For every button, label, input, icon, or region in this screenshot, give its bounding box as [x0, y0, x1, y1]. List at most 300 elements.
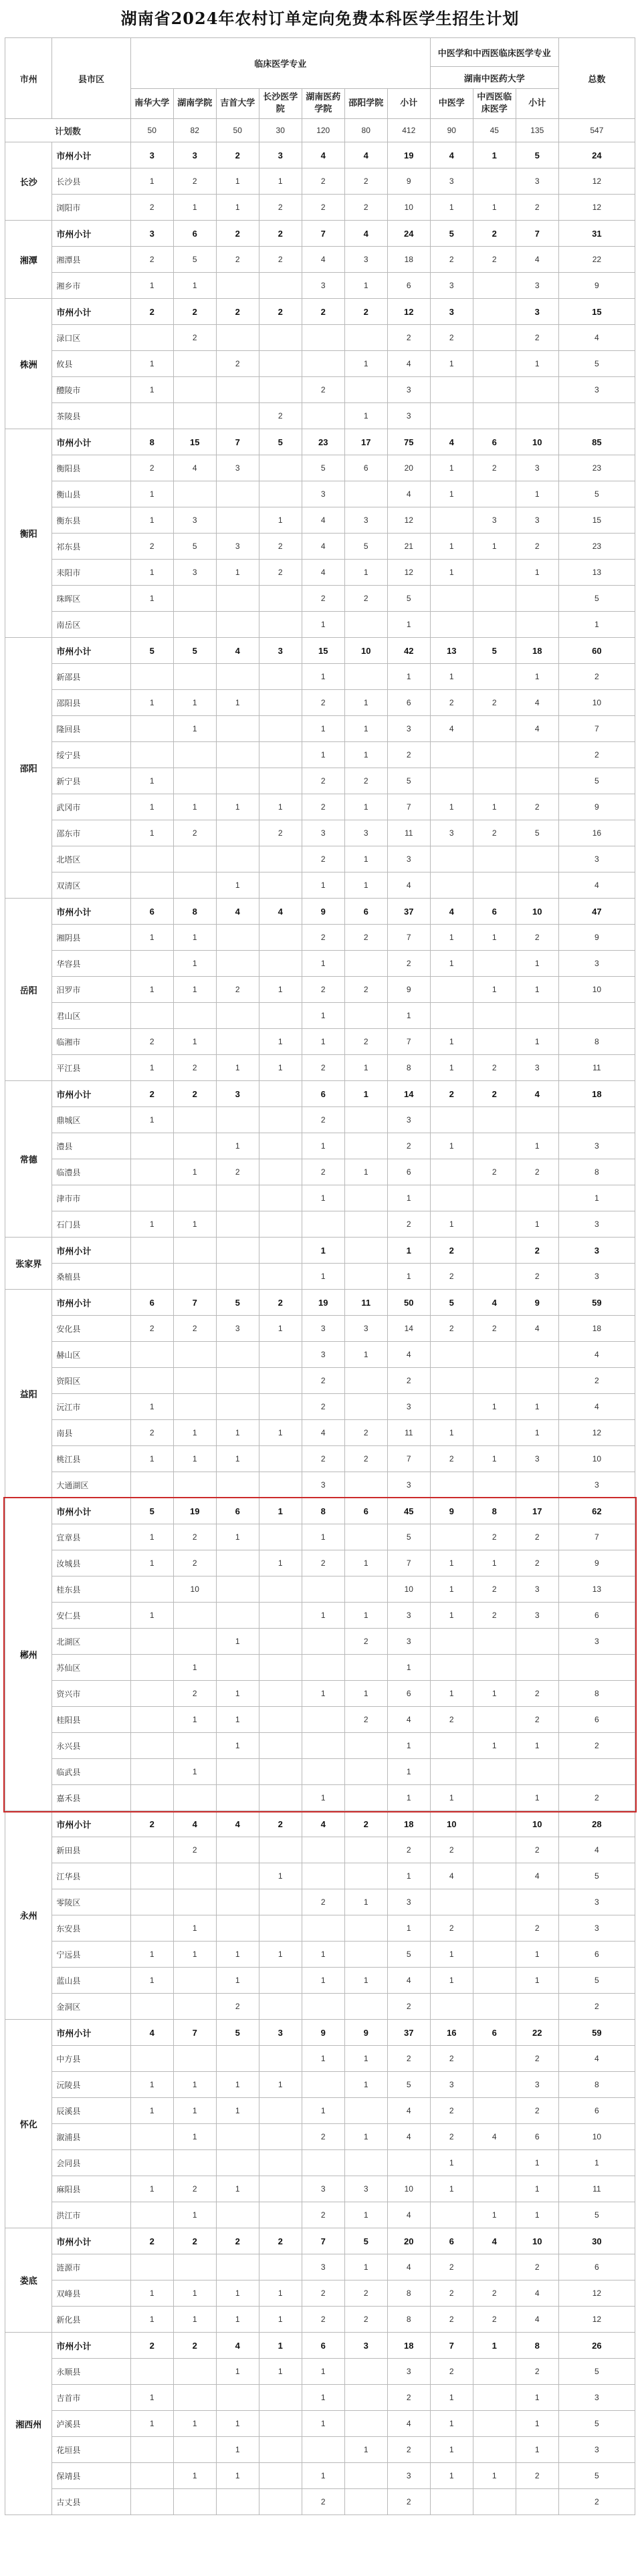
value-cell: 4 [558, 325, 635, 351]
value-cell [259, 2202, 302, 2228]
county-name: 浏阳市 [52, 195, 130, 221]
value-cell: 8 [173, 899, 216, 925]
value-cell: 1 [516, 664, 558, 690]
value-cell: 9 [387, 977, 430, 1003]
county-name: 沅江市 [52, 1394, 130, 1420]
value-cell: 13 [558, 1576, 635, 1603]
value-cell: 5 [558, 351, 635, 377]
value-cell [259, 1994, 302, 2020]
value-cell: 3 [130, 221, 173, 247]
value-cell: 1 [302, 664, 344, 690]
value-cell: 3 [344, 2176, 387, 2202]
value-cell: 1 [216, 2411, 259, 2437]
value-cell: 1 [130, 1107, 173, 1133]
value-cell: 2 [130, 1316, 173, 1342]
value-cell: 2 [387, 1133, 430, 1159]
header-city: 市州 [5, 38, 52, 119]
county-name: 市州小计 [52, 899, 130, 925]
value-cell [173, 1264, 216, 1290]
value-cell: 30 [558, 2228, 635, 2254]
value-cell: 4 [558, 1837, 635, 1863]
value-cell: 1 [344, 1968, 387, 1994]
value-cell: 3 [473, 507, 516, 534]
value-cell: 4 [430, 899, 473, 925]
value-cell: 12 [558, 1420, 635, 1446]
value-cell: 6 [558, 1603, 635, 1629]
plan-value: 82 [173, 119, 216, 142]
value-cell: 2 [344, 195, 387, 221]
value-cell: 60 [558, 638, 635, 664]
value-cell: 3 [302, 2176, 344, 2202]
value-cell: 2 [430, 1238, 473, 1264]
value-cell: 1 [430, 951, 473, 977]
value-cell: 3 [558, 1915, 635, 1942]
city-cell: 娄底 [5, 2228, 52, 2333]
value-cell: 1 [130, 925, 173, 951]
value-cell [216, 846, 259, 872]
value-cell: 1 [130, 377, 173, 403]
value-cell: 1 [430, 1133, 473, 1159]
value-cell [473, 2359, 516, 2385]
value-cell: 3 [430, 168, 473, 195]
value-cell: 2 [430, 1081, 473, 1107]
value-cell: 4 [302, 142, 344, 168]
value-cell: 2 [173, 2228, 216, 2254]
value-cell: 2 [387, 2385, 430, 2411]
value-cell: 1 [344, 794, 387, 820]
value-cell: 1 [216, 1446, 259, 1472]
value-cell: 6 [558, 2254, 635, 2280]
value-cell: 2 [130, 2228, 173, 2254]
header-hunan-tcm: 湖南中医药大学 [430, 67, 558, 89]
value-cell: 3 [387, 1629, 430, 1655]
value-cell [130, 664, 173, 690]
value-cell: 1 [344, 2437, 387, 2463]
value-cell [344, 1915, 387, 1942]
value-cell: 1 [173, 1915, 216, 1942]
value-cell: 5 [259, 429, 302, 455]
value-cell: 3 [516, 1446, 558, 1472]
value-cell [473, 1785, 516, 1811]
value-cell [173, 872, 216, 899]
value-cell: 2 [387, 2437, 430, 2463]
value-cell [473, 2254, 516, 2280]
value-cell: 1 [387, 1863, 430, 1889]
value-cell [130, 2046, 173, 2072]
county-name: 金洞区 [52, 1994, 130, 2020]
value-cell [558, 1655, 635, 1681]
value-cell [473, 1837, 516, 1863]
value-cell: 2 [430, 2307, 473, 2333]
value-cell: 2 [387, 1837, 430, 1863]
county-row [5, 2411, 635, 2437]
value-cell: 2 [259, 247, 302, 273]
value-cell: 4 [387, 351, 430, 377]
value-cell [173, 768, 216, 794]
header-clinical-group: 临床医学专业 [130, 38, 430, 89]
value-cell [473, 273, 516, 299]
value-cell: 3 [516, 1576, 558, 1603]
value-cell: 8 [130, 429, 173, 455]
value-cell [302, 325, 344, 351]
value-cell: 2 [344, 168, 387, 195]
value-cell: 6 [387, 1681, 430, 1707]
value-cell [259, 273, 302, 299]
value-cell: 3 [387, 1107, 430, 1133]
enrollment-plan-table [5, 37, 635, 2515]
value-cell: 1 [430, 560, 473, 586]
value-cell [473, 716, 516, 742]
value-cell: 3 [302, 820, 344, 846]
value-cell [473, 1863, 516, 1889]
value-cell: 2 [473, 690, 516, 716]
value-cell [216, 325, 259, 351]
plan-value: 135 [516, 119, 558, 142]
county-row [5, 2463, 635, 2489]
value-cell [473, 1811, 516, 1837]
value-cell: 5 [558, 1863, 635, 1889]
value-cell: 6 [473, 899, 516, 925]
value-cell: 2 [430, 1707, 473, 1733]
value-cell: 3 [302, 1342, 344, 1368]
value-cell [344, 1238, 387, 1264]
value-cell: 1 [130, 1550, 173, 1576]
value-cell: 2 [216, 1994, 259, 2020]
plan-value: 45 [473, 119, 516, 142]
county-row [5, 325, 635, 351]
value-cell: 1 [130, 1524, 173, 1550]
value-cell [216, 1837, 259, 1863]
value-cell [430, 1107, 473, 1133]
value-cell: 2 [430, 325, 473, 351]
value-cell: 3 [173, 142, 216, 168]
county-name: 平江县 [52, 1055, 130, 1081]
value-cell [344, 2359, 387, 2385]
value-cell: 4 [387, 2202, 430, 2228]
value-cell [216, 1185, 259, 1211]
value-cell [516, 1003, 558, 1029]
county-name: 澧县 [52, 1133, 130, 1159]
value-cell: 1 [259, 507, 302, 534]
value-cell [130, 2124, 173, 2150]
value-cell: 16 [558, 820, 635, 846]
value-cell [216, 586, 259, 612]
county-row [5, 586, 635, 612]
value-cell: 6 [302, 2333, 344, 2359]
value-cell [473, 612, 516, 638]
value-cell [344, 951, 387, 977]
value-cell [302, 1733, 344, 1759]
value-cell: 4 [302, 560, 344, 586]
value-cell: 2 [516, 794, 558, 820]
value-cell: 4 [473, 2228, 516, 2254]
value-cell [259, 1264, 302, 1290]
value-cell: 2 [516, 1915, 558, 1942]
value-cell [216, 273, 259, 299]
value-cell: 3 [216, 455, 259, 481]
value-cell [302, 1211, 344, 1238]
value-cell: 1 [216, 1942, 259, 1968]
value-cell: 1 [302, 2411, 344, 2437]
value-cell [259, 2176, 302, 2202]
value-cell [216, 1107, 259, 1133]
value-cell: 1 [344, 1159, 387, 1185]
value-cell: 1 [516, 1785, 558, 1811]
value-cell: 1 [259, 2072, 302, 2098]
value-cell: 10 [387, 1576, 430, 1603]
value-cell: 7 [430, 2333, 473, 2359]
value-cell: 1 [130, 2385, 173, 2411]
value-cell: 2 [259, 195, 302, 221]
value-cell: 1 [216, 872, 259, 899]
value-cell: 14 [387, 1316, 430, 1342]
value-cell: 2 [344, 1446, 387, 1472]
value-cell [473, 1707, 516, 1733]
county-row [5, 1733, 635, 1759]
value-cell [302, 1994, 344, 2020]
value-cell: 2 [344, 299, 387, 325]
county-name: 君山区 [52, 1003, 130, 1029]
county-row [5, 2098, 635, 2124]
value-cell: 2 [516, 1550, 558, 1576]
value-cell [558, 403, 635, 429]
value-cell [173, 664, 216, 690]
value-cell: 19 [387, 142, 430, 168]
value-cell [302, 2437, 344, 2463]
value-cell [173, 2254, 216, 2280]
value-cell: 1 [302, 1029, 344, 1055]
county-row [5, 1655, 635, 1681]
value-cell: 9 [516, 1290, 558, 1316]
county-row [5, 1785, 635, 1811]
value-cell [430, 586, 473, 612]
value-cell: 3 [516, 273, 558, 299]
value-cell: 1 [216, 1133, 259, 1159]
value-cell [173, 846, 216, 872]
value-cell [259, 664, 302, 690]
value-cell: 1 [430, 1576, 473, 1603]
value-cell: 2 [516, 2046, 558, 2072]
value-cell: 1 [216, 1420, 259, 1446]
value-cell: 2 [344, 768, 387, 794]
value-cell: 6 [130, 899, 173, 925]
value-cell: 3 [216, 1316, 259, 1342]
value-cell [344, 1655, 387, 1681]
value-cell [130, 716, 173, 742]
value-cell: 5 [344, 534, 387, 560]
value-cell: 2 [344, 2280, 387, 2307]
value-cell [259, 1655, 302, 1681]
county-name: 武冈市 [52, 794, 130, 820]
header-university: 吉首大学 [216, 89, 259, 119]
value-cell: 1 [516, 2202, 558, 2228]
value-cell: 2 [430, 690, 473, 716]
value-cell [130, 1185, 173, 1211]
subtotal-row [5, 142, 635, 168]
value-cell: 5 [216, 1290, 259, 1316]
value-cell: 4 [558, 872, 635, 899]
value-cell [344, 481, 387, 507]
value-cell: 1 [344, 716, 387, 742]
value-cell: 2 [130, 1811, 173, 1837]
value-cell [430, 1394, 473, 1420]
value-cell [216, 1368, 259, 1394]
value-cell: 2 [387, 742, 430, 768]
value-cell: 2 [302, 195, 344, 221]
value-cell [473, 1655, 516, 1681]
value-cell: 1 [430, 2176, 473, 2202]
county-row [5, 1029, 635, 1055]
value-cell: 1 [430, 1550, 473, 1576]
county-name: 绥宁县 [52, 742, 130, 768]
value-cell: 2 [344, 1029, 387, 1055]
value-cell [173, 742, 216, 768]
value-cell: 4 [516, 247, 558, 273]
county-name: 耒阳市 [52, 560, 130, 586]
value-cell: 2 [473, 1576, 516, 1603]
value-cell: 10 [558, 977, 635, 1003]
value-cell: 4 [387, 2124, 430, 2150]
value-cell: 1 [130, 1211, 173, 1238]
county-name: 市州小计 [52, 299, 130, 325]
county-row [5, 1211, 635, 1238]
value-cell: 1 [430, 1968, 473, 1994]
value-cell: 1 [387, 1003, 430, 1029]
county-name: 新田县 [52, 1837, 130, 1863]
value-cell: 1 [473, 1681, 516, 1707]
county-name: 隆回县 [52, 716, 130, 742]
value-cell: 11 [387, 1420, 430, 1446]
value-cell: 1 [473, 2202, 516, 2228]
value-cell: 2 [173, 820, 216, 846]
value-cell [259, 1394, 302, 1420]
value-cell: 2 [387, 1211, 430, 1238]
value-cell: 2 [516, 1681, 558, 1707]
value-cell [259, 1524, 302, 1550]
value-cell: 3 [216, 1081, 259, 1107]
value-cell: 18 [558, 1081, 635, 1107]
value-cell: 5 [558, 2411, 635, 2437]
value-cell: 5 [173, 534, 216, 560]
city-cell: 张家界 [5, 1238, 52, 1290]
value-cell: 62 [558, 1498, 635, 1524]
value-cell [259, 1185, 302, 1211]
value-cell [430, 2489, 473, 2515]
county-row [5, 1133, 635, 1159]
value-cell: 1 [302, 1681, 344, 1707]
county-row [5, 2124, 635, 2150]
value-cell [516, 1342, 558, 1368]
value-cell: 2 [387, 325, 430, 351]
value-cell [344, 664, 387, 690]
plan-value: 90 [430, 119, 473, 142]
value-cell [516, 1107, 558, 1133]
county-row [5, 2150, 635, 2176]
value-cell: 13 [430, 638, 473, 664]
county-name: 新邵县 [52, 664, 130, 690]
value-cell: 1 [130, 1446, 173, 1472]
value-cell: 7 [558, 716, 635, 742]
value-cell: 3 [302, 1316, 344, 1342]
value-cell: 22 [516, 2020, 558, 2046]
value-cell: 3 [387, 377, 430, 403]
value-cell: 4 [430, 429, 473, 455]
value-cell: 1 [259, 1055, 302, 1081]
subtotal-row [5, 2333, 635, 2359]
value-cell: 4 [302, 247, 344, 273]
value-cell: 18 [387, 2333, 430, 2359]
county-row [5, 1446, 635, 1472]
value-cell: 6 [344, 455, 387, 481]
value-cell: 2 [516, 1837, 558, 1863]
value-cell [473, 2150, 516, 2176]
value-cell [473, 1968, 516, 1994]
value-cell: 2 [473, 1055, 516, 1081]
value-cell: 3 [387, 1889, 430, 1915]
value-cell [473, 1185, 516, 1211]
value-cell: 1 [473, 1446, 516, 1472]
value-cell: 2 [344, 1420, 387, 1446]
value-cell: 3 [558, 1889, 635, 1915]
value-cell: 3 [173, 507, 216, 534]
value-cell [302, 1629, 344, 1655]
value-cell: 3 [516, 1055, 558, 1081]
county-row [5, 1003, 635, 1029]
county-row [5, 1994, 635, 2020]
value-cell: 4 [430, 142, 473, 168]
value-cell [216, 1264, 259, 1290]
value-cell [259, 2098, 302, 2124]
value-cell [216, 1759, 259, 1785]
value-cell: 1 [516, 1420, 558, 1446]
value-cell [216, 1342, 259, 1368]
county-row [5, 690, 635, 716]
value-cell: 1 [173, 1446, 216, 1472]
value-cell: 4 [344, 221, 387, 247]
value-cell: 2 [473, 2280, 516, 2307]
value-cell: 2 [344, 1811, 387, 1837]
value-cell: 2 [430, 2359, 473, 2385]
county-name: 茶陵县 [52, 403, 130, 429]
value-cell: 19 [302, 1290, 344, 1316]
value-cell: 4 [516, 2280, 558, 2307]
county-name: 祁东县 [52, 534, 130, 560]
value-cell: 2 [173, 1550, 216, 1576]
value-cell: 2 [216, 247, 259, 273]
value-cell: 5 [216, 2020, 259, 2046]
value-cell [473, 1342, 516, 1368]
value-cell [173, 586, 216, 612]
value-cell: 4 [173, 1811, 216, 1837]
value-cell: 1 [473, 925, 516, 951]
value-cell: 5 [302, 455, 344, 481]
header-tcm-col: 小计 [516, 89, 558, 119]
county-name: 市州小计 [52, 2020, 130, 2046]
value-cell: 2 [302, 1446, 344, 1472]
value-cell [173, 2489, 216, 2515]
value-cell: 1 [516, 351, 558, 377]
value-cell: 2 [259, 1811, 302, 1837]
value-cell: 2 [216, 221, 259, 247]
value-cell: 17 [516, 1498, 558, 1524]
value-cell: 9 [302, 2020, 344, 2046]
value-cell [259, 351, 302, 377]
value-cell: 3 [259, 142, 302, 168]
city-cell: 株洲 [5, 299, 52, 429]
value-cell [344, 1837, 387, 1863]
value-cell: 2 [516, 1238, 558, 1264]
value-cell [344, 1264, 387, 1290]
